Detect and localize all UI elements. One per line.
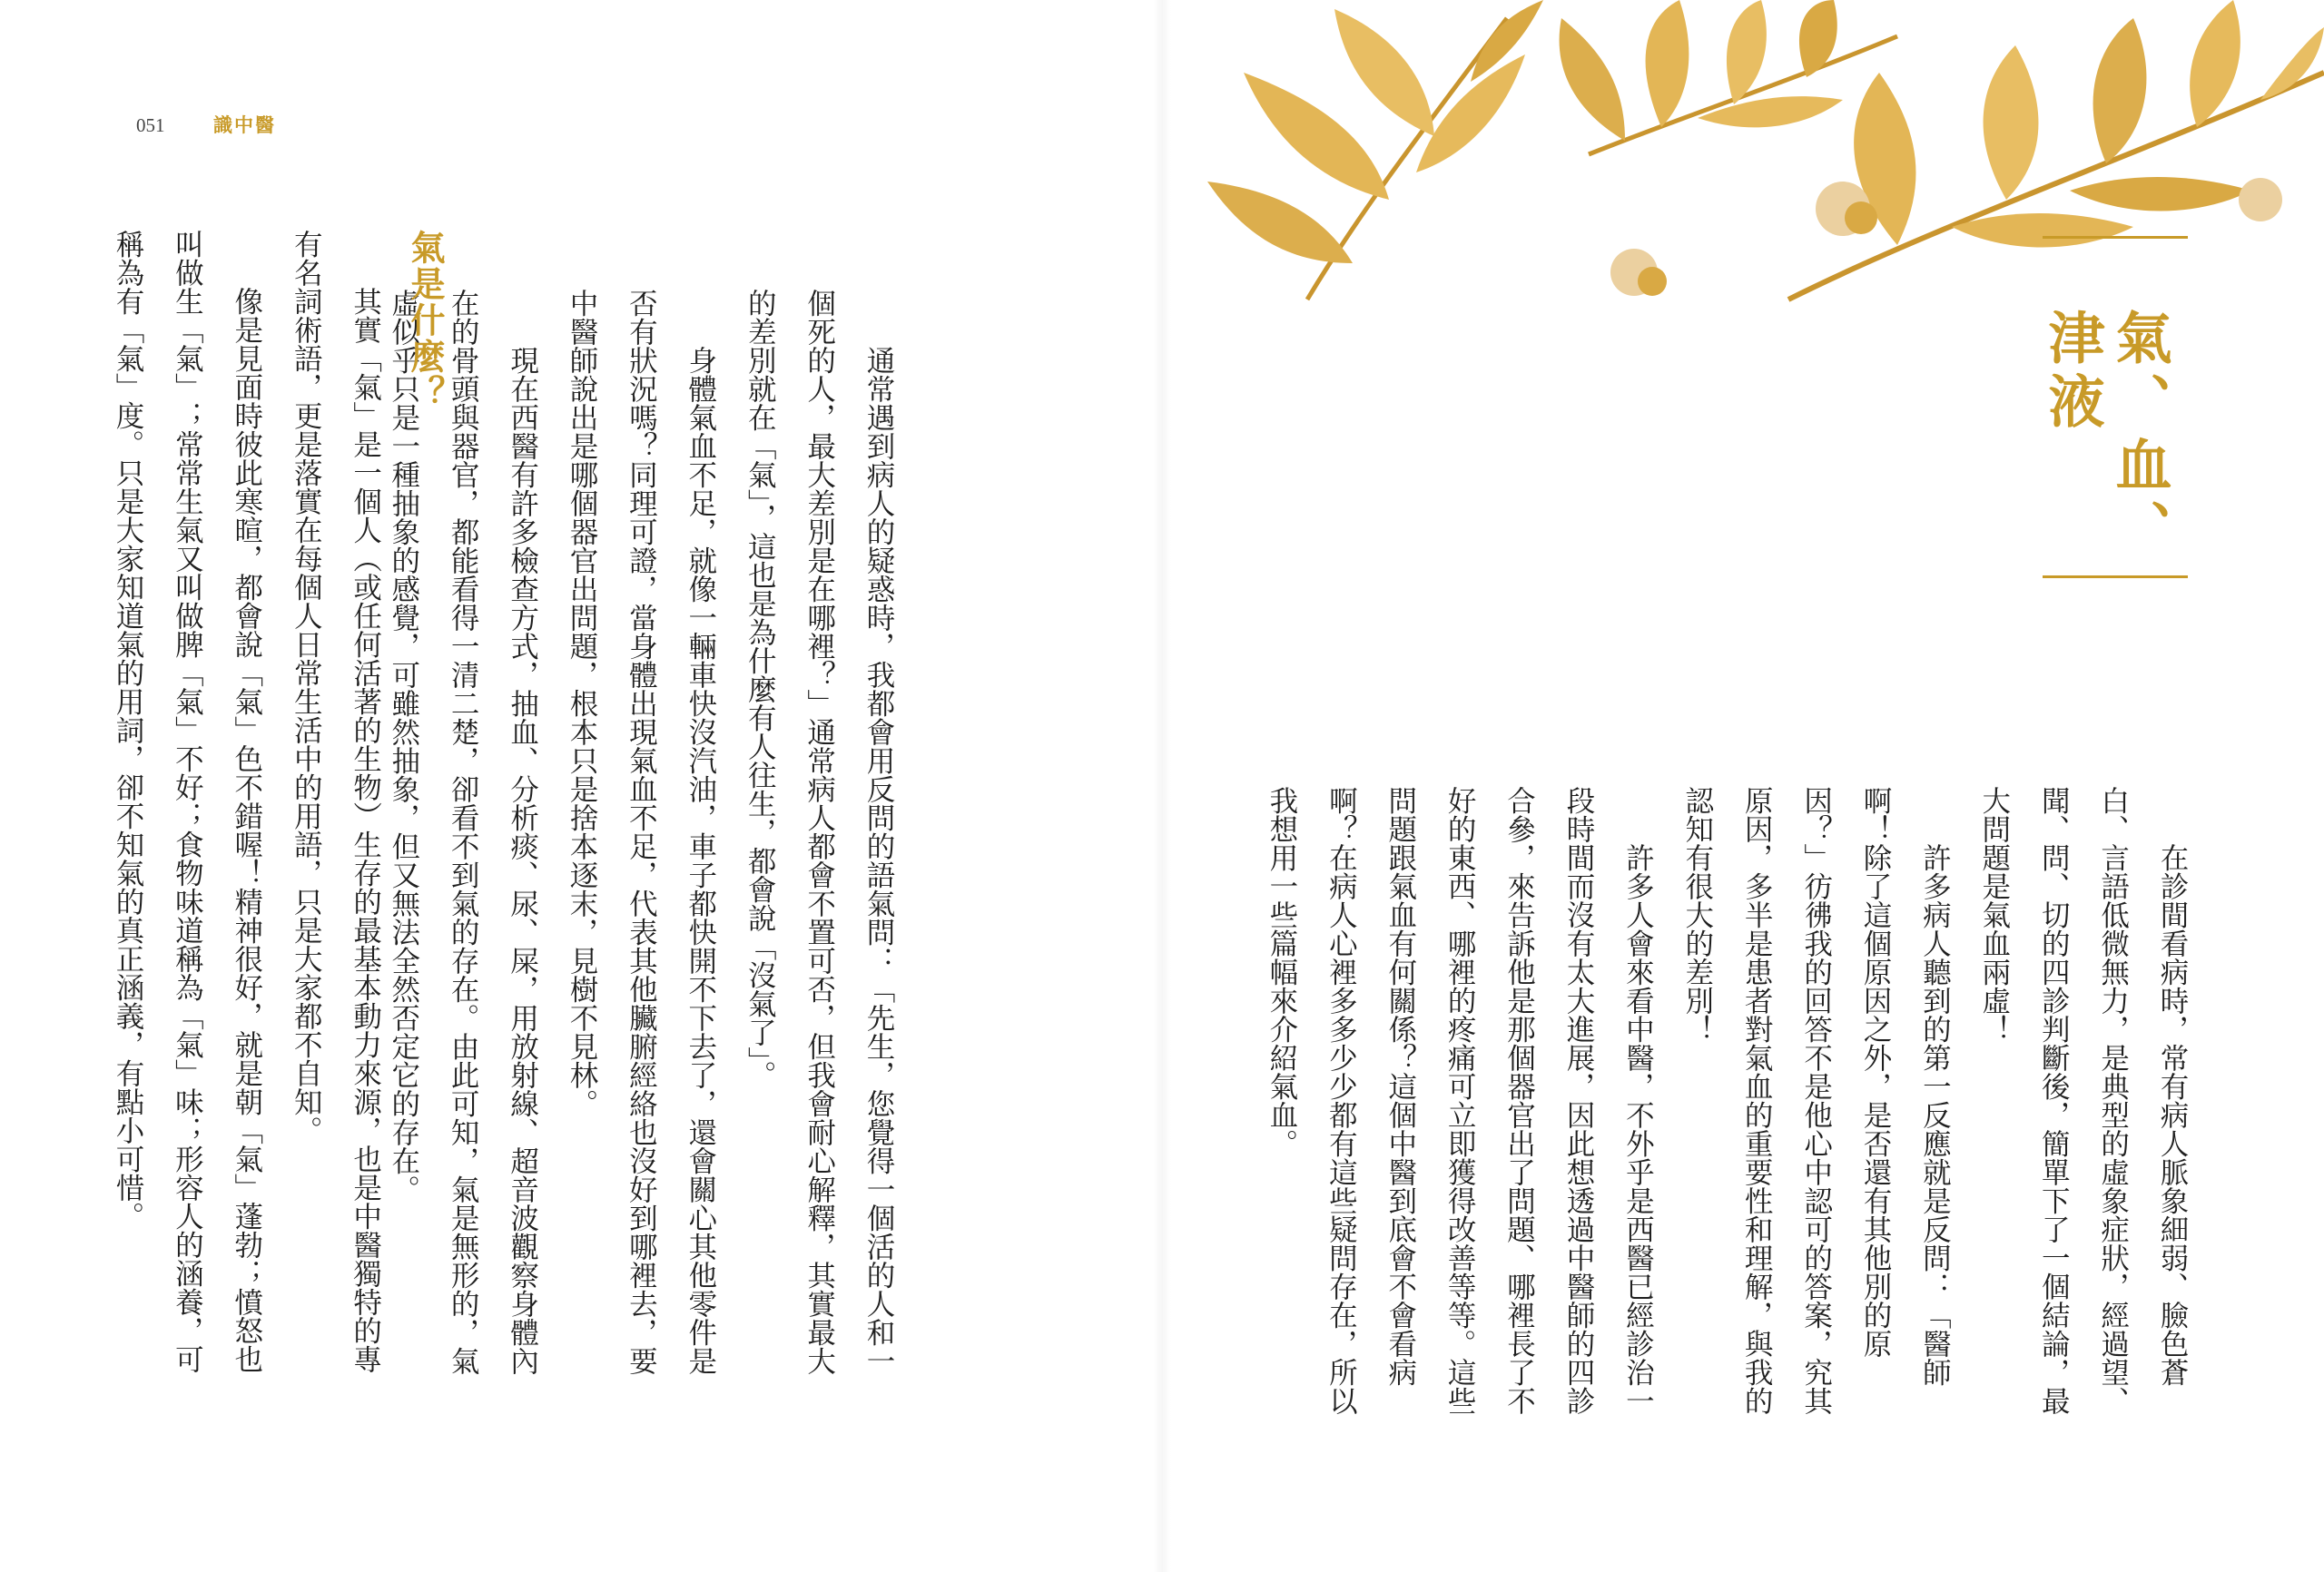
left-paragraph-1: 通常遇到病人的疑惑時，我都會用反問的語氣問：「先生，您覺得一個活的人和一個死的人，最大差別是在哪裡？」通常病人都會不置可否，但我會耐心解釋，其實最大的差別就在「氣」，這也是為什麼有人往生，都會說「沒氣了」。 xyxy=(743,289,895,1375)
book-gutter xyxy=(1153,0,1171,1572)
right-paragraph-1: 在診間看病時，常有病人脈象細弱、臉色蒼白、言語低微無力，是典型的虛象症狀，經過望、聞、問、切的四診判斷後，簡單下了一個結論，最大問題是氣血兩虛！ xyxy=(1977,786,2189,1415)
botanical-leaves-illustration xyxy=(1207,0,2324,327)
leaf-sprig-right xyxy=(1788,0,2324,300)
title-rule-top xyxy=(2043,236,2188,239)
left-paragraph-2: 身體氣血不足，就像一輛車快沒汽油，車子都快開不下去了，還會關心其他零件是否有狀況嗎？同理可證，當身體出現氣血不足，代表其他臟腑經絡也沒好到哪裡去，要中醫師說出是哪個器官出問題，根本只是捨本逐末，見樹不見林。 xyxy=(565,289,717,1375)
leaf-sprig-left xyxy=(1207,0,1543,300)
right-page-body xyxy=(1265,786,2201,1421)
running-title: 識中醫 xyxy=(213,114,276,136)
chapter-title-line-1: 氣、血、 xyxy=(2106,309,2172,563)
right-paragraph-3: 許多人會來看中醫，不外乎是西醫已經診治一段時間而沒有太大進展，因此想透過中醫師的四診合參，來告訴他是那個器官出了問題、哪裡長了不好的東西、哪裡的疼痛可立即獲得改善等等。這些問題跟氣血有何關係？這個中醫到底會不會看病啊？在病人心裡多多少少都有這些疑問存在，所以我想用一些篇幅來介紹氣血。 xyxy=(1265,786,1655,1415)
section-subheading: 氣是什麼？ xyxy=(405,230,445,411)
right-paragraph-2: 許多病人聽到的第一反應就是反問：「醫師啊！除了這個原因之外，是否還有其他別的原因？」彷彿我的回答不是他心中認可的答案，究其原因，多半是患者對氣血的重要性和理解，與我的認知有很大的差別！ xyxy=(1680,786,1952,1415)
page-number: 051 xyxy=(136,114,165,136)
title-rule-bottom xyxy=(2043,575,2188,578)
left-paragraph-3: 現在西醫有許多檢查方式，抽血、分析痰、尿、屎，用放射線、超音波觀察身體內在的骨頭與器官，都能看得一清二楚，卻看不到氣的存在。由此可知，氣是無形的，氣虛似乎只是一種抽象的感覺，可雖然抽象，但又無法全然否定它的存在。 xyxy=(387,289,539,1375)
left-paragraph-5: 像是見面時彼此寒暄，都會說「氣」色不錯喔！精神很好，就是朝「氣」蓬勃；憤怒也叫做生「氣」；常常生氣又叫做脾「氣」不好；食物味道稱為「氣」味；形容人的涵養，可稱為有「氣」度。只是大家知道氣的用詞，卻不知氣的真正涵義，有點小可惜。 xyxy=(111,230,263,1373)
left-paragraph-4: 其實「氣」是一個人（或任何活著的生物）生存的最基本動力來源，也是中醫獨特的專有名詞術語，更是落實在每個人日常生活中的用語，只是大家都不自知。 xyxy=(290,230,382,1373)
leaf-sprig-center xyxy=(1560,0,1897,296)
chapter-title-line-2: 津液 xyxy=(2039,309,2105,436)
left-page-section-qi xyxy=(111,230,454,1400)
